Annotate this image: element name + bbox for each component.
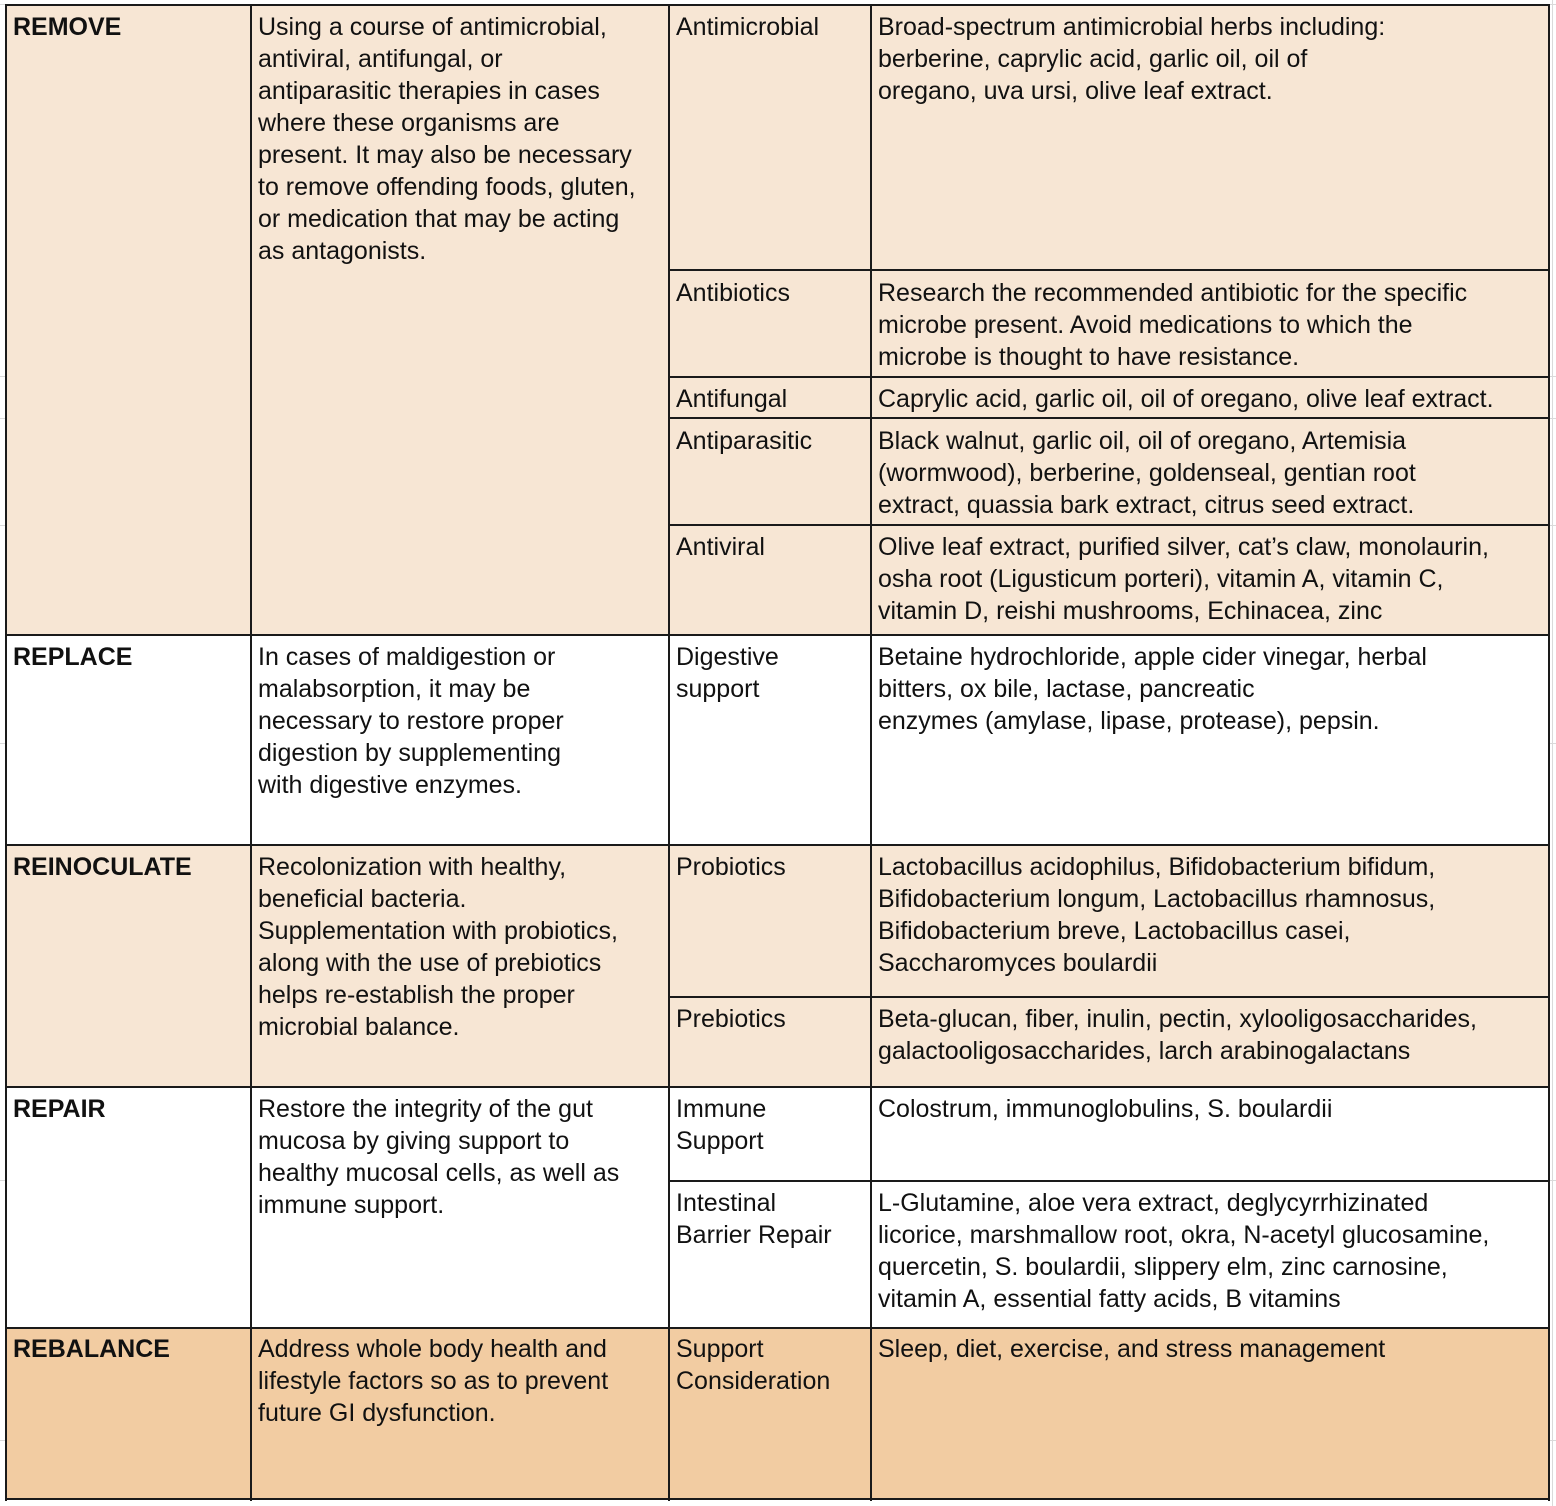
category-support-consideration[interactable]: Support Consideration	[676, 1335, 831, 1395]
table-border	[668, 4, 670, 1501]
step-description-repair[interactable]: Restore the integrity of the gut mucosa by giving support to healthy mucosal cells, as well as immune support.	[258, 1095, 620, 1219]
step-description-replace[interactable]: In cases of maldigestion or malabsorption, it may be necessary to restore proper digestion by supplementing with digestive enzymes.	[258, 643, 564, 799]
gridline	[1552, 0, 1553, 1506]
table-border	[668, 417, 1550, 419]
table-border	[5, 4, 7, 1501]
step-description-remove[interactable]: Using a course of antimicrobial, antiviral, antifungal, or antiparasitic therapies in cases where these organisms are present. It may also be necessary to remove offending foods, gluten, or medication that may be acting as antagonists.	[258, 13, 636, 265]
table-border	[668, 376, 1550, 378]
step-description-reinoculate[interactable]: Recolonization with healthy, beneficial bacteria. Supplementation with probiotics, along with the use of prebiotics helps re-establish the proper microbial balance.	[258, 853, 618, 1041]
detail-antimicrobial[interactable]: Broad-spectrum antimicrobial herbs including: berberine, caprylic acid, garlic oil, oil of oregano, uva ursi, olive leaf extract.	[878, 13, 1386, 105]
table-border	[5, 844, 1550, 846]
detail-intestinal-barrier-repair[interactable]: L-Glutamine, aloe vera extract, deglycyrrhizinated licorice, marshmallow root, okra, N-acetyl glucosamine, quercetin, S. boulardii, slippery elm, zinc carnosine, vitamin A, essential fatty acids, B vitamins	[878, 1189, 1490, 1313]
table-border	[5, 1327, 1550, 1329]
table-border	[1548, 4, 1550, 1501]
detail-probiotics[interactable]: Lactobacillus acidophilus, Bifidobacterium bifidum, Bifidobacterium longum, Lactobacillus rhamnosus, Bifidobacterium breve, Lactobacillus casei, Saccharomyces boulardii	[878, 853, 1436, 977]
detail-digestive-support[interactable]: Betaine hydrochloride, apple cider vinegar, herbal bitters, ox bile, lactase, pancreatic enzymes (amylase, lipase, protease), pepsin.	[878, 643, 1427, 735]
category-antifungal[interactable]: Antifungal	[676, 385, 788, 413]
table-border	[668, 1180, 1550, 1182]
step-label-reinoculate[interactable]: REINOCULATE	[13, 853, 192, 881]
table-border	[668, 524, 1550, 526]
category-antiviral[interactable]: Antiviral	[676, 533, 765, 561]
step-label-repair[interactable]: REPAIR	[13, 1095, 106, 1123]
step-label-rebalance[interactable]: REBALANCE	[13, 1335, 170, 1363]
table-border	[5, 4, 1550, 6]
category-intestinal-barrier-repair[interactable]: Intestinal Barrier Repair	[676, 1189, 832, 1249]
category-prebiotics[interactable]: Prebiotics	[676, 1005, 786, 1033]
table-border	[870, 4, 872, 1501]
category-probiotics[interactable]: Probiotics	[676, 853, 786, 881]
table-border	[250, 4, 252, 1501]
detail-support-consideration[interactable]: Sleep, diet, exercise, and stress management	[878, 1335, 1386, 1363]
table-border	[668, 269, 1550, 271]
detail-antifungal[interactable]: Caprylic acid, garlic oil, oil of oregano, olive leaf extract.	[878, 385, 1494, 413]
category-antibiotics[interactable]: Antibiotics	[676, 279, 790, 307]
table-border	[5, 634, 1550, 636]
detail-antiviral[interactable]: Olive leaf extract, purified silver, cat’s claw, monolaurin, osha root (Ligusticum porteri), vitamin A, vitamin C, vitamin D, reishi mushrooms, Echinacea, zinc	[878, 533, 1489, 625]
step-description-rebalance[interactable]: Address whole body health and lifestyle factors so as to prevent future GI dysfunction.	[258, 1335, 609, 1427]
step-label-remove[interactable]: REMOVE	[13, 13, 122, 41]
detail-prebiotics[interactable]: Beta-glucan, fiber, inulin, pectin, xylooligosaccharides, galactooligosaccharides, larch arabinogalactans	[878, 1005, 1477, 1065]
category-digestive-support[interactable]: Digestive support	[676, 643, 779, 703]
category-immune-support[interactable]: Immune Support	[676, 1095, 767, 1155]
detail-antiparasitic[interactable]: Black walnut, garlic oil, oil of oregano, Artemisia (wormwood), berberine, goldenseal, gentian root extract, quassia bark extract, citrus seed extract.	[878, 427, 1416, 519]
category-antiparasitic[interactable]: Antiparasitic	[676, 427, 813, 455]
table-border	[668, 996, 1550, 998]
detail-immune-support[interactable]: Colostrum, immunoglobulins, S. boulardii	[878, 1095, 1333, 1123]
table-border	[5, 1086, 1550, 1088]
category-antimicrobial[interactable]: Antimicrobial	[676, 13, 820, 41]
table-border	[5, 1498, 1550, 1500]
detail-antibiotics[interactable]: Research the recommended antibiotic for the specific microbe present. Avoid medications to which the microbe is thought to have resistance.	[878, 279, 1468, 371]
step-label-replace[interactable]: REPLACE	[13, 643, 133, 671]
